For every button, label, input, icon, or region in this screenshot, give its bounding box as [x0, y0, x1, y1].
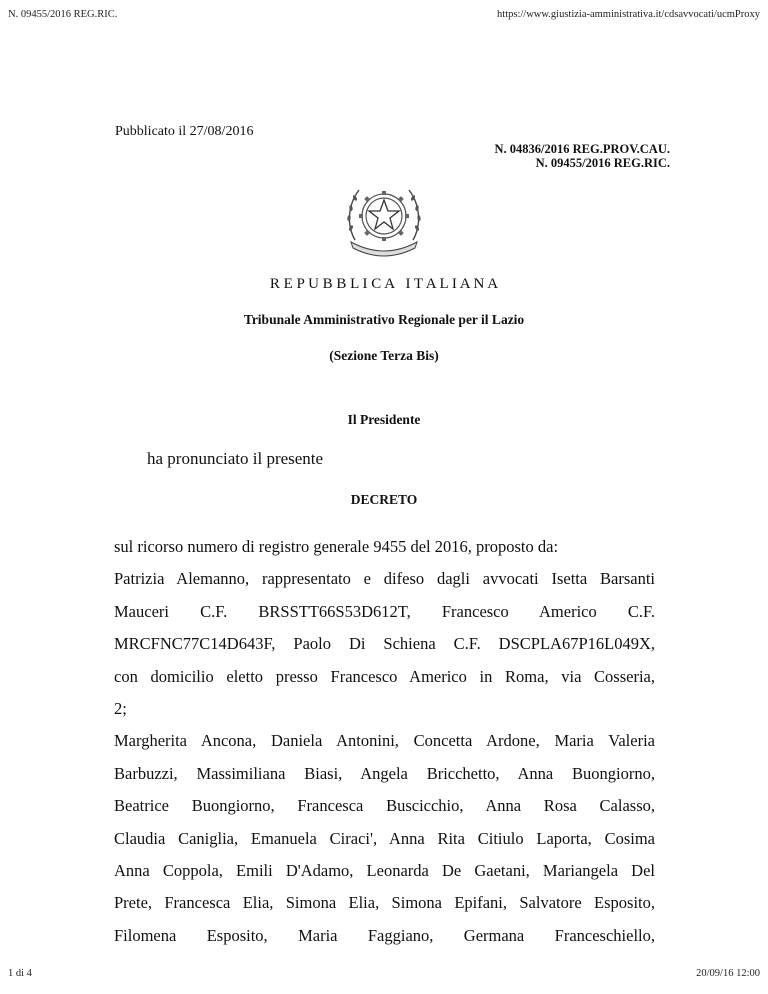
- body-line: Claudia Caniglia, Emanuela Ciraci', Anna Rita Citiulo Laporta, Cosima: [114, 828, 655, 848]
- body-line: sul ricorso numero di registro generale 9455 del 2016, proposto da:: [114, 537, 559, 556]
- body-line: Beatrice Buongiorno, Francesca Buscicchio, Anna Rosa Calasso,: [114, 796, 655, 816]
- president-heading: Il Presidente: [347, 412, 421, 427]
- body-line: con domicilio eletto presso Francesco Americo in Roma, via Cosseria,: [114, 666, 655, 686]
- body-line: Filomena Esposito, Maria Faggiano, Germana Franceschiello,: [114, 925, 655, 945]
- ref-ric: N. 09455/2016 REG.RIC.: [535, 156, 670, 170]
- page-counter: 1 di 4: [8, 968, 32, 979]
- body-line: Mauceri C.F. BRSSTT66S53D612T, Francesco Americo C.F.: [114, 601, 655, 621]
- pronounced-line: ha pronunciato il presente: [147, 449, 324, 468]
- publication-date: Pubblicato il 27/08/2016: [115, 124, 254, 139]
- body-line: Barbuzzi, Massimiliana Biasi, Angela Bricchetto, Anna Buongiorno,: [114, 763, 655, 783]
- reference-numbers: [495, 142, 670, 170]
- page-header-url[interactable]: https://www.giustizia-amministrativa.it/cdsavvocati/ucmProxy: [497, 9, 760, 20]
- italian-emblem-icon: [341, 178, 427, 260]
- body-line: Prete, Francesca Elia, Simona Elia, Simona Epifani, Salvatore Esposito,: [114, 893, 655, 913]
- body-line: Margherita Ancona, Daniela Antonini, Concetta Ardone, Maria Valeria: [114, 731, 655, 751]
- ref-cau: N. 04836/2016 REG.PROV.CAU.: [494, 142, 670, 156]
- decree-body: [114, 531, 655, 952]
- print-datetime: 20/09/16 12:00: [696, 968, 760, 979]
- court-section: (Sezione Terza Bis): [329, 348, 439, 363]
- body-line: Anna Coppola, Emili D'Adamo, Leonarda De Gaetani, Mariangela Del: [114, 861, 655, 881]
- body-line: MRCFNC77C14D643F, Paolo Di Schiena C.F. DSCPLA67P16L049X,: [114, 634, 655, 654]
- decree-title: DECRETO: [350, 492, 418, 507]
- court-name: Tribunale Amministrativo Regionale per il Lazio: [243, 312, 525, 327]
- body-line: 2;: [114, 699, 127, 719]
- page-header-case-number: N. 09455/2016 REG.RIC.: [8, 9, 118, 20]
- body-line: Patrizia Alemanno, rappresentato e difeso dagli avvocati Isetta Barsanti: [114, 569, 655, 589]
- republic-heading: R E P U B B L I C A I T A L I A N A: [269, 276, 499, 292]
